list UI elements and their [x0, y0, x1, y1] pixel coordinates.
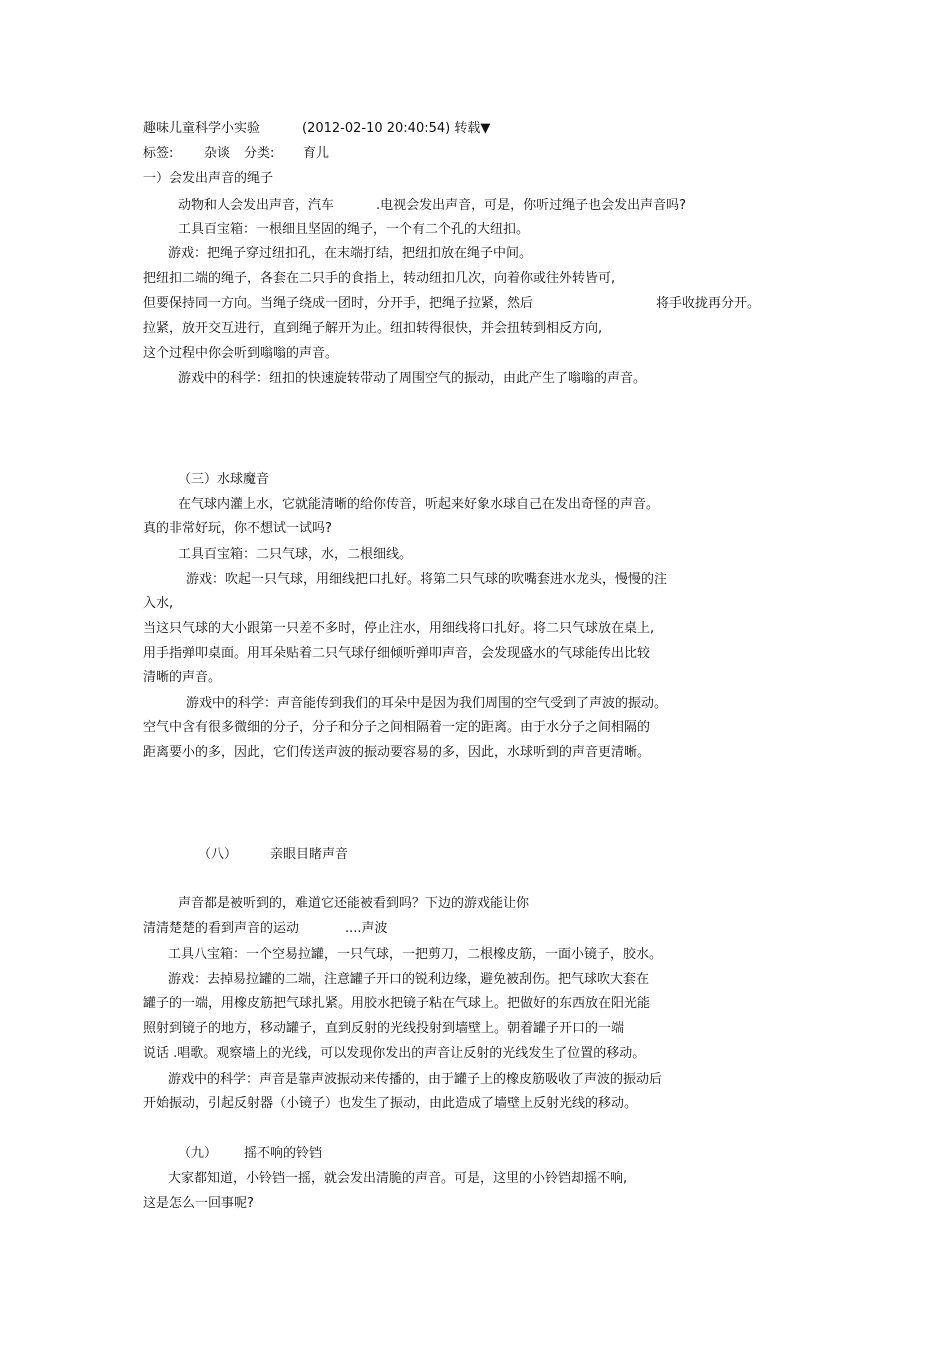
section8-paragraph-line: 照射到镜子的地方，移动罐子，直到反射的光线投射到墙壁上。朝着罐子开口的一端	[143, 1021, 625, 1036]
section8-paragraph-line: 罐子的一端，用橡皮筋把气球扎紧。用胶水把镜子粘在气球上。把做好的东西放在阳光能	[143, 996, 651, 1011]
section8-paragraph-line: 声音都是被听到的，难道它还能被看到吗？下边的游戏能让你	[178, 896, 530, 911]
section9-paragraph-line: 大家都知道，小铃铛一摇，就会发出清脆的声音。可是，这里的小铃铛却摇不响,	[168, 1171, 628, 1186]
section1-paragraph-line: 动物和人会发出声音，汽车	[178, 198, 335, 213]
section8-paragraph-line: ....声波	[345, 921, 388, 936]
section1-paragraph-line: 这个过程中你会听到嗡嗡的声音。	[143, 346, 339, 361]
section3-paragraph-line: 清晰的声音。	[143, 670, 222, 685]
section3-heading: （三）水球魔音	[178, 472, 270, 487]
section8-paragraph-line: 开始振动，引起反射器（小镜子）也发生了振动，由此造成了墙壁上反射光线的移动。	[143, 1096, 638, 1111]
section3-paragraph-line: 用手指弹叩桌面。用耳朵贴着二只气球仔细倾听弹叩声音，会发现盛水的气球能传出比较	[143, 646, 651, 661]
section1-paragraph-line: 工具百宝箱：一根细且坚固的绳子，一个有二个孔的大纽扣。	[178, 222, 530, 237]
section9-heading-number: （九）	[178, 1146, 218, 1161]
section8-heading-number: （八）	[198, 847, 238, 862]
section8-paragraph-line: 工具八宝箱：一个空易拉罐，一只气球，一把剪刀，二根橡皮筋，一面小镜子，胶水。	[168, 947, 663, 962]
section8-paragraph-line: 清清楚楚的看到声音的运动	[143, 921, 300, 936]
category-value[interactable]: 育儿	[303, 146, 330, 161]
section3-paragraph-line: 真的非常好玩，你不想试一试吗?	[143, 521, 332, 536]
section1-paragraph-line: 拉紧，放开交互进行，直到绳子解开为止。纽扣转得很快，并会扭转到相反方向,	[143, 321, 603, 336]
section3-paragraph-line: 入水,	[143, 596, 174, 611]
section9-heading-title: 摇不响的铃铛	[244, 1146, 323, 1161]
article-title: 趣味儿童科学小实验	[143, 121, 261, 136]
section8-paragraph-line: 说话 .唱歌。观察墙上的光线，可以发现你发出的声音让反射的光线发生了位置的移动。	[143, 1046, 646, 1061]
section1-heading: 一）会发出声音的绳子	[143, 171, 274, 186]
section3-paragraph-line: 在气球内灌上水，它就能清晰的给你传音，听起来好象水球自己在发出奇怪的声音。	[178, 497, 660, 512]
section8-paragraph-line: 游戏：去掉易拉罐的二端，注意罐子开口的锐利边缘，避免被刮伤。把气球吹大套在	[168, 972, 650, 987]
section3-paragraph-line: 当这只气球的大小跟第一只差不多时，停止注水，用细线将口扎好。将二只气球放在桌上,	[143, 621, 655, 636]
tags-label: 标签:	[143, 146, 174, 161]
section3-paragraph-line: 工具百宝箱：二只气球，水，二根细线。	[178, 547, 413, 562]
section1-paragraph-line: .电视会发出声音，可是，你听过绳子也会发出声音吗?	[376, 198, 687, 213]
section1-paragraph-line: 将手收拢再分开。	[656, 296, 761, 311]
section3-paragraph-line: 距离要小的多，因此，它们传送声波的振动要容易的多，因此，水球听到的声音更清晰。	[143, 745, 651, 760]
section1-paragraph-line: 把纽扣二端的绳子，各套在二只手的食指上，转动纽扣几次，向着你或往外转皆可,	[143, 271, 616, 286]
section1-paragraph-line: 游戏中的科学：纽扣的快速旋转带动了周围空气的振动，由此产生了嗡嗡的声音。	[178, 371, 647, 386]
category-label: 分类:	[244, 146, 275, 161]
section3-paragraph-line: 游戏：吹起一只气球，用细线把口扎好。将第二只气球的吹嘴套进水龙头，慢慢的注	[186, 572, 668, 587]
section3-paragraph-line: 空气中含有很多微细的分子，分子和分子之间相隔着一定的距离。由于水分子之间相隔的	[143, 720, 651, 735]
article-meta: (2012-02-10 20:40:54) 转载▼	[302, 121, 491, 136]
tags-value[interactable]: 杂谈	[204, 146, 231, 161]
section9-paragraph-line: 这是怎么一回事呢?	[143, 1196, 254, 1211]
section8-heading-title: 亲眼目睹声音	[270, 847, 349, 862]
section8-paragraph-line: 游戏中的科学：声音是靠声波振动来传播的，由于罐子上的橡皮筋吸收了声波的振动后	[168, 1072, 663, 1087]
section3-paragraph-line: 游戏中的科学：声音能传到我们的耳朵中是因为我们周围的空气受到了声波的振动。	[186, 696, 668, 711]
section1-paragraph-line: 游戏：把绳子穿过纽扣孔，在末端打结，把纽扣放在绳子中间。	[168, 246, 533, 261]
section1-paragraph-line: 但要保持同一方向。当绳子绕成一团时，分开手，把绳子拉紧，然后	[143, 296, 534, 311]
